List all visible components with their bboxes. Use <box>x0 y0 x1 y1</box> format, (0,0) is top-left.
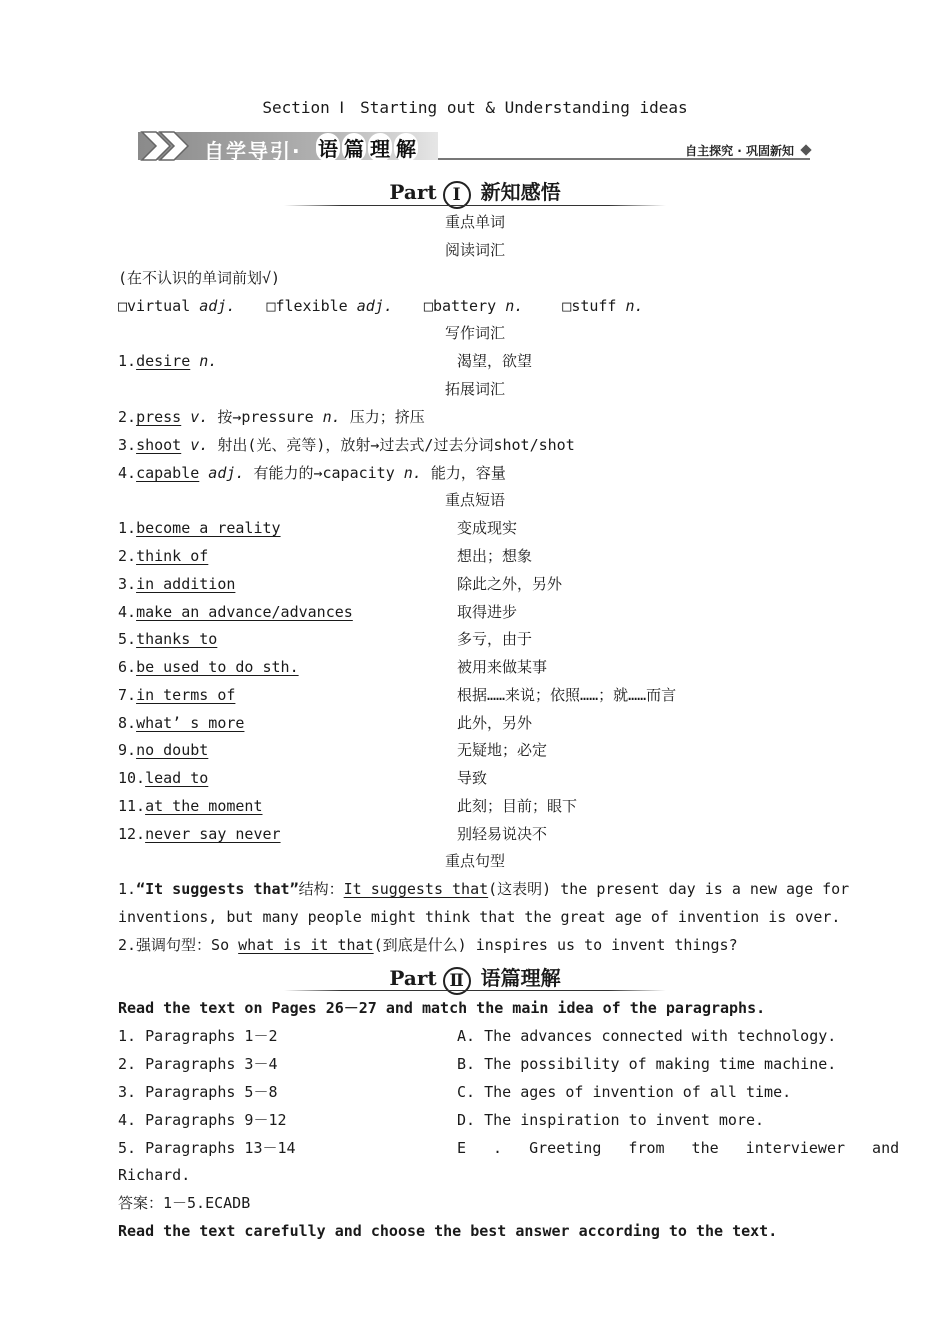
match-right: E . Greeting from the interviewer and <box>457 1139 900 1157</box>
item-number: 6. <box>118 658 137 676</box>
item-number: 10. <box>118 769 146 787</box>
reading-word: flexible <box>275 297 357 315</box>
phrase-text: what’ s more <box>136 714 245 732</box>
match-left: 1. Paragraphs 1－2 <box>118 1027 278 1045</box>
reading-instruction: (在不认识的单词前划√) <box>118 269 281 287</box>
phrase-meaning: 根据……来说；依照……；就……而言 <box>457 686 677 704</box>
banner-char-1: 语 <box>316 133 340 162</box>
word-pos: adj. <box>356 297 393 315</box>
reading-words-row <box>118 296 644 316</box>
checkbox-icon[interactable]: □ <box>118 297 128 315</box>
extended-word-row <box>118 435 575 455</box>
reading-word: virtual <box>127 297 200 315</box>
banner-left-text <box>204 135 302 164</box>
banner-char-4: 解 <box>394 133 418 162</box>
vocab-word: press <box>136 408 182 426</box>
item-number: 3. <box>118 575 137 593</box>
item-number: 12. <box>118 825 146 843</box>
phrase-text: at the moment <box>145 797 263 815</box>
match-left: 3. Paragraphs 5－8 <box>118 1083 278 1101</box>
match-left: 4. Paragraphs 9－12 <box>118 1111 287 1129</box>
reading-vocab-heading: 阅读词汇 <box>444 241 505 259</box>
word-pos-2: n. <box>403 464 422 482</box>
word-detail-2: 能力，容量 <box>421 464 506 482</box>
task-2-instruction: Read the text carefully and choose the best answer according to the text. <box>118 1222 778 1240</box>
answer: 答案：1－5.ECADB <box>118 1194 251 1212</box>
word-pos: v. <box>181 408 209 426</box>
part-1-word: Part <box>389 180 437 204</box>
part-1-header <box>0 176 950 209</box>
double-chevron-icon <box>138 130 198 162</box>
diamond-icon <box>800 144 811 155</box>
phrase-meaning: 想出；想象 <box>457 547 533 565</box>
item-number: 2. <box>118 547 137 565</box>
match-right: D. The inspiration to invent more. <box>457 1111 765 1129</box>
phrase-meaning: 此外，另外 <box>457 714 533 732</box>
checkbox-icon[interactable]: □ <box>562 297 572 315</box>
writing-vocab-heading: 写作词汇 <box>444 324 505 342</box>
phrase-row <box>118 685 235 705</box>
sentence-label: “It suggests that” <box>136 880 299 898</box>
word-pos: n. <box>505 297 524 315</box>
phrase-meaning: 导致 <box>457 769 488 787</box>
phrase-meaning: 无疑地；必定 <box>457 741 548 759</box>
item-number: 3. <box>118 436 137 454</box>
phrases-heading: 重点短语 <box>444 491 505 509</box>
checkbox-icon[interactable]: □ <box>266 297 276 315</box>
item-number: 11. <box>118 797 146 815</box>
banner-dot: · <box>292 139 302 163</box>
part-2-title: 语篇理解 <box>480 966 561 990</box>
word-pos: adj. <box>199 297 236 315</box>
phrase-text: make an advance/advances <box>136 603 353 621</box>
sentence-rest: (这表明) the present day is a new age for <box>488 880 850 898</box>
part-2-number: Ⅱ <box>443 967 471 995</box>
phrase-meaning: 此刻；目前；眼下 <box>457 797 578 815</box>
sentence-1-line-1 <box>118 879 849 899</box>
phrase-meaning: 变成现实 <box>457 519 518 537</box>
writing-word-row <box>118 351 217 371</box>
phrase-row <box>118 574 235 594</box>
item-number: 9. <box>118 741 137 759</box>
word-pos: n. <box>625 297 644 315</box>
writing-word-meaning: 渴望，欲望 <box>457 352 533 370</box>
section-title: Section Ⅰ Starting out & Understanding ideas <box>262 98 688 117</box>
match-right: B. The possibility of making time machine. <box>457 1055 837 1073</box>
phrase-row <box>118 740 208 760</box>
word-detail-2: 压力；挤压 <box>340 408 425 426</box>
item-number: 8. <box>118 714 137 732</box>
item-number: 2. <box>118 408 137 426</box>
banner-left-label: 自学导引 <box>204 139 292 163</box>
phrase-row <box>118 518 281 538</box>
sentence-underlined: It suggests that <box>343 880 489 898</box>
reading-word: battery <box>432 297 506 315</box>
sentence-colon: 结构： <box>298 880 344 898</box>
banner-char-3: 理 <box>368 133 392 162</box>
checkbox-icon[interactable]: □ <box>423 297 433 315</box>
sentence-2 <box>118 935 738 955</box>
item-number: 1. <box>118 880 137 898</box>
item-number: 4. <box>118 464 137 482</box>
match-right: A. The advances connected with technology. <box>457 1027 837 1045</box>
vocab-word: shoot <box>136 436 182 454</box>
phrase-text: be used to do sth. <box>136 658 299 676</box>
match-wrap: Richard. <box>118 1166 191 1184</box>
phrase-text: no doubt <box>136 741 209 759</box>
task-1-instruction: Read the text on Pages 26－27 and match the main idea of the paragraphs. <box>118 999 766 1017</box>
word-pos: v. <box>181 436 209 454</box>
phrase-meaning: 多亏，由于 <box>457 630 533 648</box>
phrase-row <box>118 713 244 733</box>
phrase-row <box>118 629 217 649</box>
sentence-underlined: what is it that <box>238 936 374 954</box>
section-banner <box>138 130 810 162</box>
match-left: 5. Paragraphs 13－14 <box>118 1139 296 1157</box>
phrase-meaning: 除此之外，另外 <box>457 575 563 593</box>
banner-tagline: 自主探究 · 巩固新知 <box>685 144 794 158</box>
extended-word-row <box>118 463 506 483</box>
phrase-meaning: 被用来做某事 <box>457 658 548 676</box>
item-number: 1. <box>118 352 137 370</box>
part-1-rule <box>284 205 666 206</box>
part-2-word: Part <box>389 966 437 990</box>
phrase-text: never say never <box>145 825 281 843</box>
banner-char-2: 篇 <box>342 133 366 162</box>
word-detail: 按→pressure <box>208 408 323 426</box>
phrase-text: in addition <box>136 575 236 593</box>
phrase-meaning: 别轻易说决不 <box>457 825 548 843</box>
item-number: 5. <box>118 630 137 648</box>
phrase-text: in terms of <box>136 686 236 704</box>
sentence-prefix: 2.强调句型：So <box>118 936 239 954</box>
sentences-heading: 重点句型 <box>444 852 505 870</box>
part-1-title: 新知感悟 <box>480 180 561 204</box>
phrase-row <box>118 768 208 788</box>
extended-word-row <box>118 407 425 427</box>
item-number: 7. <box>118 686 137 704</box>
key-words-heading: 重点单词 <box>444 213 505 231</box>
word-pos: n. <box>190 352 218 370</box>
word-pos: adj. <box>199 464 245 482</box>
word-detail: 射出(光、亮等)，放射→过去式/过去分词shot/shot <box>208 436 575 454</box>
match-right: C. The ages of invention of all time. <box>457 1083 792 1101</box>
phrase-meaning: 取得进步 <box>457 603 518 621</box>
part-1-number: Ⅰ <box>443 181 471 209</box>
sentence-rest: (到底是什么) inspires us to invent things? <box>373 936 738 954</box>
item-number: 1. <box>118 519 137 537</box>
extended-vocab-heading: 拓展词汇 <box>444 380 505 398</box>
banner-right-text <box>316 133 420 162</box>
phrase-text: thanks to <box>136 630 218 648</box>
phrase-row <box>118 824 281 844</box>
match-left: 2. Paragraphs 3－4 <box>118 1055 278 1073</box>
phrase-text: become a reality <box>136 519 281 537</box>
word-detail: 有能力的→capacity <box>244 464 404 482</box>
phrase-text: think of <box>136 547 209 565</box>
phrase-row <box>118 796 263 816</box>
phrase-row <box>118 546 208 566</box>
phrase-row <box>118 657 299 677</box>
item-number: 4. <box>118 603 137 621</box>
vocab-word: desire <box>136 352 191 370</box>
part-2-rule <box>284 990 666 991</box>
reading-word: stuff <box>571 297 626 315</box>
phrase-row <box>118 602 353 622</box>
phrase-text: lead to <box>145 769 209 787</box>
word-pos-2: n. <box>322 408 341 426</box>
sentence-1-line-2: inventions, but many people might think that the great age of invention is over. <box>118 908 841 926</box>
vocab-word: capable <box>136 464 200 482</box>
